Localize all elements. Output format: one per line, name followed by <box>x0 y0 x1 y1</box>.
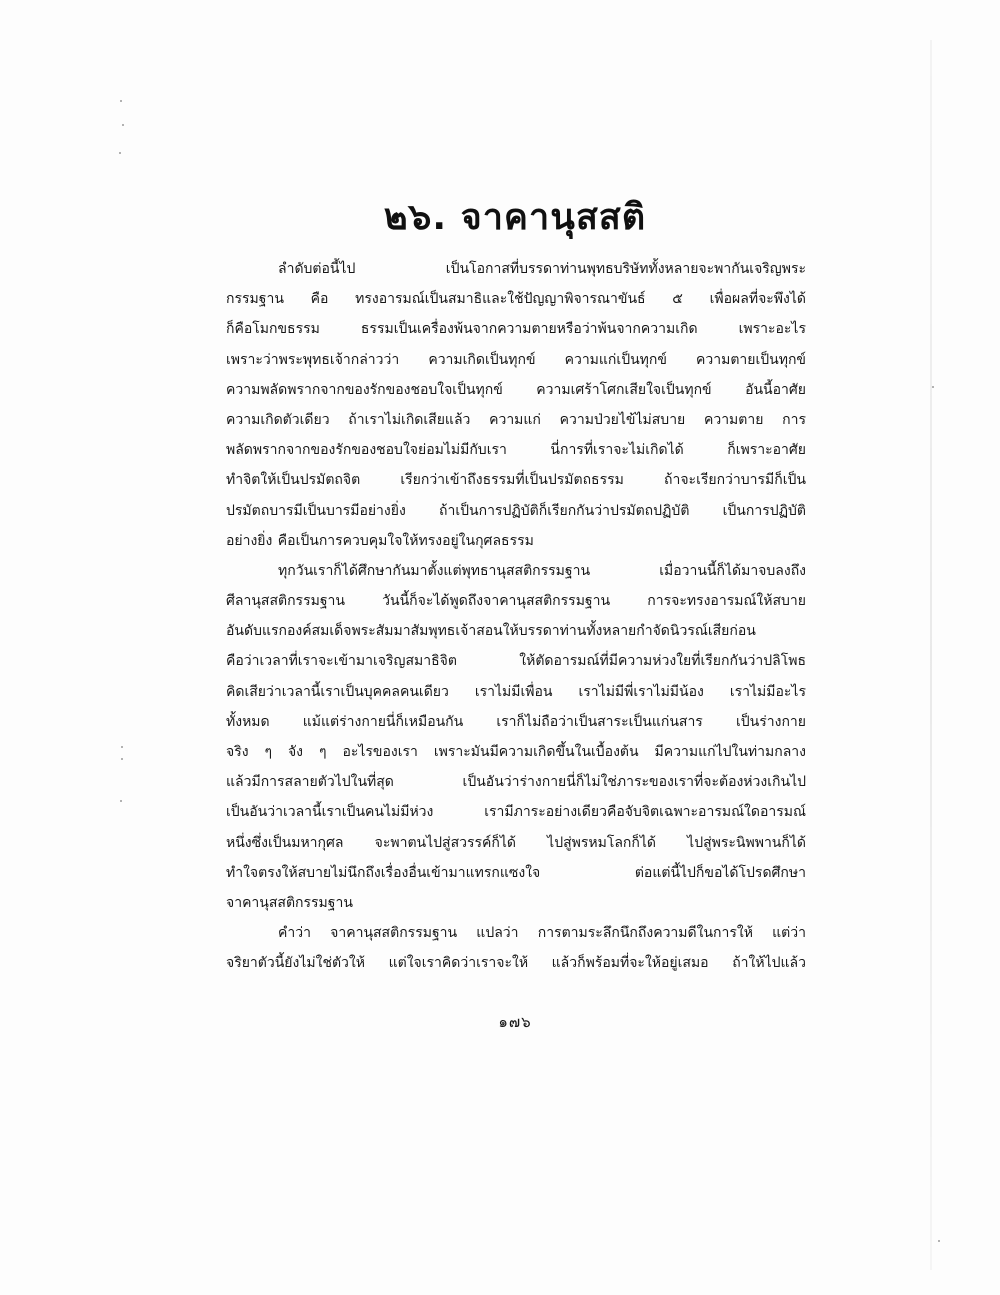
text-line: อย่างยิ่ง คือเป็นการควบคุมใจให้ทรงอยู่ในกุศลธรรม <box>226 532 534 549</box>
scan-speck <box>932 386 934 388</box>
text-line: อันดับแรกองค์สมเด็จพระสัมมาสัมพุทธเจ้าสอนให้บรรดาท่านทั้งหลายกำจัดนิวรณ์เสียก่อน <box>226 623 756 640</box>
text-line: พลัดพรากจากของรักของชอบใจย่อมไม่มีกับเรา นี่การที่เราจะไม่เกิดได้ ก็เพราะอาศัย <box>226 442 806 459</box>
text-line: คำว่า จาคานุสสติกรรมฐาน แปลว่า การตามระลึกนึกถึงความดีในการให้ แต่ว่า <box>278 925 806 942</box>
text-line: ความพลัดพรากจากของรักของชอบใจเป็นทุกข์ ความเศร้าโศกเสียใจเป็นทุกข์ อันนี้อาศัย <box>226 381 806 398</box>
scan-speck <box>121 746 123 748</box>
text-line: ก็คือโมกขธรรม ธรรมเป็นเครื่องพ้นจากความตายหรือว่าพ้นจากความเกิด เพราะอะไร <box>226 321 806 338</box>
text-line: ลำดับต่อนี้ไป เป็นโอกาสที่บรรดาท่านพุทธบริษัททั้งหลายจะพากันเจริญพระ <box>278 261 806 277</box>
text-line: ทุกวันเราก็ได้ศึกษากันมาตั้งแต่พุทธานุสสติกรรมฐาน เมื่อวานนี้ก็ได้มาจบลงถึง <box>278 562 806 579</box>
text-line: ความเกิดตัวเดียว ถ้าเราไม่เกิดเสียแล้ว ความแก่ ความป่วยไข้ไม่สบาย ความตาย การ <box>226 411 806 428</box>
scan-speck <box>119 152 121 154</box>
scan-speck <box>938 1240 940 1242</box>
text-line: ทำจิตให้เป็นปรมัตถจิต เรียกว่าเข้าถึงธรรมที่เป็นปรมัตถธรรม ถ้าจะเรียกว่าบารมีก็เป็น <box>226 472 806 489</box>
text-line: ศีลานุสสติกรรมฐาน วันนี้ก็จะได้พูดถึงจาคานุสสติกรรมฐาน การจะทรงอารมณ์ให้สบาย <box>226 593 806 610</box>
page-number: ๑๗๖ <box>498 1013 532 1031</box>
text-line: คือว่าเวลาที่เราจะเข้ามาเจริญสมาธิจิต ให้ตัดอารมณ์ที่มีความห่วงใยที่เรียกกันว่าปลิโพธ <box>226 653 806 670</box>
scan-speck <box>120 800 122 802</box>
text-line: หนึ่งซึ่งเป็นมหากุศล จะพาตนไปสู่สวรรค์ก็ได้ ไปสู่พรหมโลกก็ได้ ไปสู่พระนิพพานก็ได้ <box>226 834 806 851</box>
text-line: ปรมัตถบารมีเป็นบารมีอย่างยิ่ง ถ้าเป็นการปฏิบัติก็เรียกกันว่าปรมัตถปฏิบัติ เป็นการปฏิบัติ <box>226 502 806 519</box>
scan-speck <box>122 124 124 126</box>
text-line: คิดเสียว่าเวลานี้เราเป็นบุคคลคนเดียว เราไม่มีเพื่อน เราไม่มีพี่เราไม่มีน้อง เราไม่มีอะไร <box>226 683 806 700</box>
text-line: จาคานุสสติกรรมฐาน <box>226 894 353 911</box>
body-text <box>226 254 806 979</box>
scan-speck <box>120 100 122 102</box>
text-line: ทั้งหมด แม้แต่ร่างกายนี่ก็เหมือนกัน เราก็ไม่ถือว่าเป็นสาระเป็นแก่นสาร เป็นร่างกาย <box>226 713 806 730</box>
text-line: กรรมฐาน คือ ทรงอารมณ์เป็นสมาธิและใช้ปัญญาพิจารณาขันธ์ ๕ เพื่อผลที่จะพึงได้ <box>226 291 806 308</box>
chapter-title: ๒๖. จาคานุสสติ <box>383 197 647 238</box>
scan-speck <box>121 758 123 760</box>
text-line: เพราะว่าพระพุทธเจ้ากล่าวว่า ความเกิดเป็นทุกข์ ความแก่เป็นทุกข์ ความตายเป็นทุกข์ <box>226 351 806 368</box>
text-line: แล้วมีการสลายตัวไปในที่สุด เป็นอันว่าร่างกายนี่ก็ไม่ใช่ภาระของเราที่จะต้องห่วงเกินไป <box>226 774 806 791</box>
text-line: จริง ๆ จัง ๆ อะไรของเรา เพราะมันมีความเกิดขึ้นในเบื้องต้น มีความแก่ไปในท่ามกลาง <box>226 744 806 760</box>
text-line: ทำใจตรงให้สบายไม่นึกถึงเรื่องอื่นเข้ามาแทรกแซงใจ ต่อแต่นี้ไปก็ขอได้โปรดศึกษา <box>226 864 806 881</box>
text-line: เป็นอันว่าเวลานี้เราเป็นคนไม่มีห่วง เรามีภาระอย่างเดียวคือจับจิตเฉพาะอารมณ์ใดอารมณ์ <box>226 804 806 821</box>
text-line: จริยาตัวนี้ยังไม่ใช่ตัวให้ แต่ใจเราคิดว่าเราจะให้ แล้วก็พร้อมที่จะให้อยู่เสมอ ถ้าให้ไปแล้ว <box>226 955 806 972</box>
